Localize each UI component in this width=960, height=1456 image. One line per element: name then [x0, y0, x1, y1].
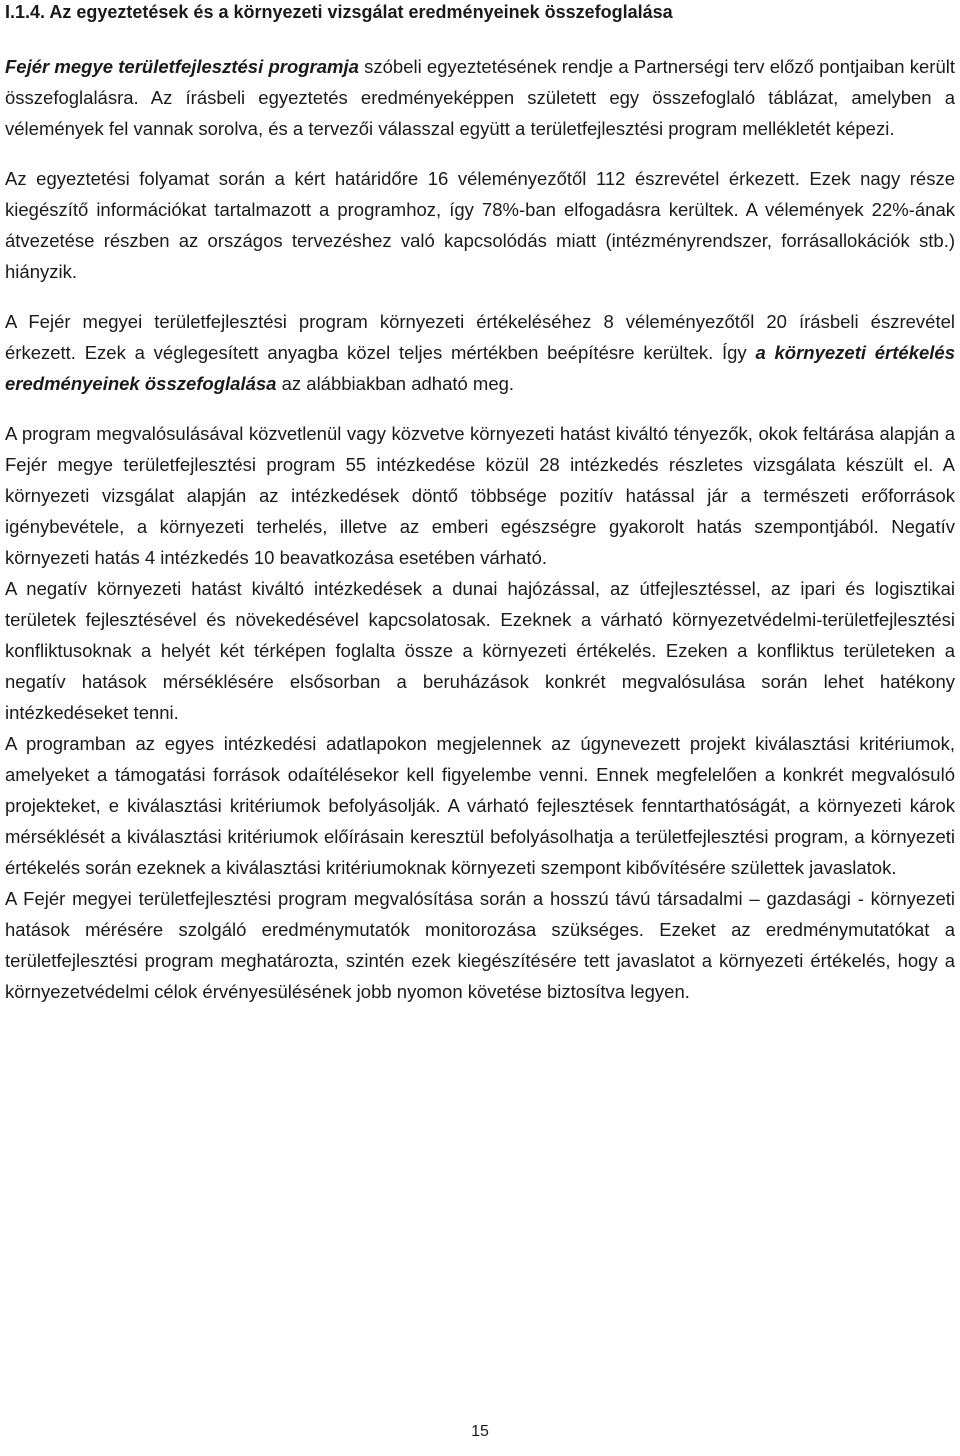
- paragraph-monitoring: A Fejér megyei területfejlesztési program megvalósítása során a hosszú távú társadalmi – gazdasági - környezeti hatások mérésére szolgáló eredménymutatók monitorozása szükséges. Ezeket az eredménymutatókat a területfejlesztési program meghatározta, szintén ezek kiegészítésére tett javaslatot a környezeti értékelés, hogy a környezetvédelmi célok érvényesülésének jobb nyomon követése biztosítva legyen.: [5, 888, 955, 1002]
- page-number: 15: [471, 1423, 489, 1440]
- paragraph-environmental-review-text-before: A Fejér megyei területfejlesztési program környezeti értékeléséhez 8 véleményezőtől 20 írásbeli észrevétel érkezett. Ezek a véglegesített anyagba közel teljes mértékben beépítésre kerültek. Így: [5, 311, 955, 363]
- paragraph-impact-assessment: A program megvalósulásával közvetlenül vagy közvetve környezeti hatást kiváltó tényezők, okok feltárása alapján a Fejér megye területfejlesztési program 55 intézkedése közül 28 intézkedés részletes vizsgálata készült el. A környezeti vizsgálat alapján az intézkedések döntő többsége pozitív hatással jár a természeti erőforrások igénybevétele, a környezeti terhelés, illetve az emberi egészségre gyakorolt hatás szempontjából. Negatív környezeti hatás 4 intézkedés 10 beavatkozása esetében várható.: [5, 423, 955, 568]
- section-heading: I.1.4. Az egyeztetések és a környezeti vizsgálat eredményeinek összefoglalása: [5, 2, 673, 22]
- environmental-summary-emphasis: a környezeti értékelés eredményeinek összefoglalása: [5, 342, 955, 394]
- paragraph-negative-impacts: A negatív környezeti hatást kiváltó intézkedések a dunai hajózással, az útfejlesztéssel, az ipari és logisztikai területek fejlesztésével és növekedésével kapcsolatosak. Ezeknek a várható környezetvédelmi-területfejlesztési konfliktusoknak a helyét két térképen foglalta össze a környezeti értékelés. Ezeken a konfliktus területeken a negatív hatások mérséklésére elsősorban a beruházások konkrét megvalósulása során lehet hatékony intézkedéseket tenni.: [5, 578, 955, 723]
- paragraph-partnership: [5, 51, 955, 144]
- paragraph-selection-criteria: A programban az egyes intézkedési adatlapokon megjelennek az úgynevezett projekt kiválasztási kritériumok, amelyeket a támogatási források odaítélésekor kell figyelembe venni. Ennek megfelelően a konkrét megvalósuló projekteket, e kiválasztási kritériumok befolyásolják. A várható fejlesztések fenntarthatóságát, a környezeti károk mérséklését a kiválasztási kritériumok előírásain keresztül befolyásolhatja a területfejlesztési program, a környezeti értékelés során ezeknek a kiválasztási kritériumoknak környezeti szempont kibővítésére születtek javaslatok.: [5, 733, 955, 878]
- paragraph-environmental-review-text-after: az alábbiakban adható meg.: [276, 373, 515, 394]
- paragraph-partnership-text: szóbeli egyeztetésének rendje a Partnerségi terv előző pontjaiban került összefoglalásra. Az írásbeli egyeztetés eredményeképpen született egy összefoglaló táblázat, amelyben a vélemények fel vannak sorolva, és a tervezői válasszal együtt a területfejlesztési program mellékletét képezi.: [5, 56, 955, 139]
- program-title-emphasis: Fejér megye területfejlesztési programja: [5, 56, 359, 77]
- document-page: [5, 0, 955, 1007]
- paragraph-environmental-review: [5, 306, 955, 399]
- paragraph-consultation-results: Az egyeztetési folyamat során a kért határidőre 16 véleményezőtől 112 észrevétel érkezett. Ezek nagy része kiegészítő információkat tartalmazott a programhoz, így 78%-ban elfogadásra kerültek. A vélemények 22%-ának átvezetése részben az országos tervezéshez való kapcsolódás miatt (intézményrendszer, forrásallokációk stb.) hiányzik.: [5, 168, 955, 282]
